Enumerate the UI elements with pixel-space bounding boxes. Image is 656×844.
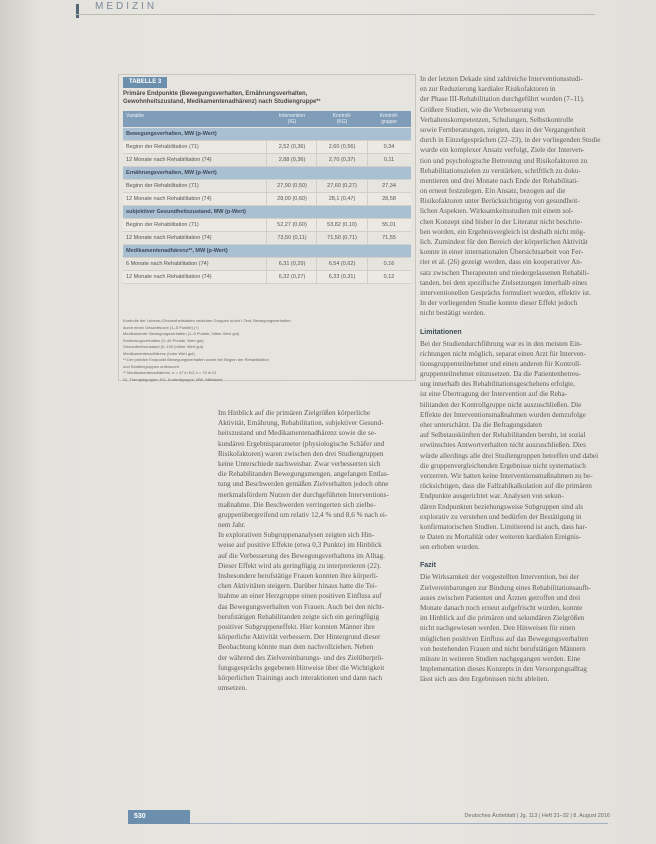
text-line: umsetzen. — [218, 684, 247, 693]
table-cell: 73,50 (0,11) — [277, 235, 307, 241]
text-line: Dieser Effekt wird als geringfügig zu interpretieren (22). — [218, 561, 382, 570]
table-cell: 27,90 (0,50) — [277, 183, 307, 189]
text-line: die Rehabilitanden Bewegungsmengen, angefangen Entlas- — [218, 470, 390, 479]
text-line: satz zwischen Therapeuten und niedergelassenen Rehabili- — [420, 268, 590, 277]
text-line: chen Aktivitäten steigern. Darüber hinaus hatte die Tei- — [218, 582, 378, 591]
cell-divider — [316, 232, 317, 244]
table-cell: Beginn der Rehabilitation (71) — [126, 222, 199, 228]
table-cell: 2,88 (0,36) — [278, 157, 306, 163]
journal-citation: Deutsches Ärzteblatt | Jg. 113 | Heft 31–32 | 8. August 2016 — [464, 813, 610, 819]
text-line: bilitanden der Kontrollgruppe nicht auszuschließen. Die — [420, 400, 582, 409]
table-cell: 71,55 — [382, 235, 396, 241]
table-row — [123, 271, 411, 284]
text-line: lichen Aspekten. Wirksamkeitsstudien mit einem sol- — [420, 207, 574, 216]
text-line: möglichen positiven Einfluss auf das Bewegungsverhalten — [420, 634, 589, 643]
text-line: Aktivität, Ernährung, Rehabilitation, subjektiver Gesund- — [218, 419, 384, 428]
text-line: Beobachtung könnte man dem nachvollziehen. Neben — [218, 643, 374, 652]
text-line: durch in Einzelgesprächen (22–23), in der vorliegenden Studie — [420, 136, 601, 145]
text-line: heitszustand und Medikamentenadhärenz sowie die se- — [218, 429, 377, 438]
table-cell: Beginn der Rehabilitation (71) — [126, 183, 199, 189]
cell-divider — [316, 180, 317, 192]
cell-divider — [367, 180, 368, 192]
text-line: Bei der Studiendurchführung war es in den meisten Ein- — [420, 339, 583, 348]
text-line: mentieren und drei Monate nach Ende der Rehabilitati- — [420, 176, 579, 185]
text-line: körperliche Aktivität verbessern. Der Hintergrund dieser — [218, 633, 381, 642]
conclusion-heading: Fazit — [420, 562, 436, 570]
table-cell: 0,11 — [383, 157, 395, 163]
table-title-line: Primäre Endpunkte (Bewegungsverhalten, Ernährungsverhalten, — [123, 91, 308, 97]
header-rule — [75, 14, 595, 15]
text-line: im Hinblick auf die primären und sekundären Zielgrößen — [420, 614, 585, 623]
table-cell: subjektiver Gesundheitszustand, MW (p-Wert) — [126, 209, 246, 215]
text-line: Die Wirksamkeit der vorgestellten Intervention, bei der — [420, 573, 579, 582]
column-header: Variable — [126, 113, 144, 119]
cell-divider — [266, 271, 267, 283]
table-title-line: Gewohnheitszustand, Medikamentenadhärenz) nach Studiengruppe*¹ — [123, 99, 321, 105]
table-cell: 0,34 — [383, 144, 395, 150]
intro-paragraph — [420, 74, 606, 319]
table-title — [123, 90, 409, 106]
cell-divider — [266, 141, 267, 153]
text-line: gruppenübergreifend um relativ 12,4 % und 8,6 % nach ei- — [218, 510, 388, 519]
footer-rule — [190, 823, 608, 824]
text-line: ung innerhalb des Rehabilitationsgeschehens erfolgte, — [420, 380, 576, 389]
table-cell: 71,50 (0,71) — [327, 235, 357, 241]
text-line: weise auf positive Effekte (etwa 0,3 Punkte) im Hinblick — [218, 541, 382, 550]
cell-divider — [266, 258, 267, 270]
table-cell: 28,00 (0,60) — [277, 196, 307, 202]
text-line: lässt sich aus den Ergebnissen nicht ableiten. — [420, 675, 550, 684]
text-line: te Daten zu Mortalität oder weiteren kardialen Ereignis- — [420, 533, 582, 542]
table-cell: 52,27 (0,60) — [277, 222, 307, 228]
table-cell: Medikamentenadhärenz*², MW (p-Wert) — [126, 248, 228, 254]
text-line: Risikofaktoren) waren zwischen den drei Studiengruppen — [218, 449, 384, 458]
cell-divider — [367, 219, 368, 231]
conclusion-paragraph — [420, 572, 606, 684]
cell-divider — [367, 258, 368, 270]
text-line: Insbesondere berufstätige Frauen konnten ihre körperli- — [218, 572, 379, 580]
table-footnote: *² Medikamentenadhärenz, n = 47 in KG n = 75 in IG — [123, 370, 217, 375]
text-line: sen erhoben wurden. — [420, 543, 480, 552]
table-cell: Ernährungsverhalten, MW (p-Wert) — [126, 170, 217, 176]
table-cell: 6,32 (0,27) — [278, 274, 306, 280]
cell-divider — [367, 141, 368, 153]
text-line: konfirmatorischen Studien. Limitierend ist auch, dass har- — [420, 522, 588, 531]
table-cell: 0,16 — [383, 261, 395, 267]
column-header: Kontroll- gruppe — [379, 113, 399, 125]
cell-divider — [316, 193, 317, 205]
table-footnotes — [123, 318, 411, 383]
text-line: Größere Studien, wie die Verbesserung von — [420, 105, 545, 114]
text-line: die gruppenvergleichenden Ergebnisse nicht systematisch — [420, 461, 586, 470]
table-cell: 6,33 (0,31) — [328, 274, 356, 280]
table-cell: 6,54 (0,62) — [328, 261, 356, 267]
table-cell: 6,31 (0,29) — [278, 261, 306, 267]
text-line: In der vorliegenden Studie konnte dieser Effekt jedoch — [420, 299, 578, 308]
table-footnote: durch einen Gesamtscore (1–5 Punkte) (↑) — [123, 324, 199, 330]
text-line: das Bewegungsverhalten von Frauen. Auch bei den nicht- — [218, 602, 385, 611]
text-line: konnte in einer internationalen Übersichtsarbeit von Fer- — [420, 248, 584, 257]
table-row — [123, 180, 411, 193]
table-cell: 2,60 (0,56) — [328, 144, 356, 150]
table-section-row — [123, 167, 411, 180]
cell-divider — [316, 258, 317, 270]
table-cell: 12 Monate nach Rehabilitation (74) — [126, 274, 212, 280]
text-line: rücksichtigen, dass die Fallzahlkalkulation auf die primären — [420, 482, 592, 491]
text-line: der Phase III-Rehabilitation durchgeführt worden (7–11). — [420, 95, 585, 104]
table-row — [123, 193, 411, 206]
column-header: Intervention (IG) — [278, 113, 306, 125]
text-line: on erneut festzulegen. Ein Ansatz, bezogen auf die — [420, 187, 566, 196]
text-line: der während des Zielvereinbarungs- und des Zielüberprü- — [218, 653, 384, 662]
text-line: Im Hinblick auf die primären Zielgrößen körperliche — [218, 409, 371, 417]
text-line: tionsgruppenteilnehmer und einen anderen für Kontroll- — [420, 359, 582, 368]
table-cell: Beginn der Rehabilitation (71) — [126, 144, 199, 150]
text-line: explorativ zu verstehen und bedürfen der Bestätigung in — [420, 512, 582, 521]
page-number: 530 — [128, 810, 190, 824]
cell-divider — [316, 154, 317, 166]
text-line: Endpunkte ausgerichtet war. Analysen von sekun- — [420, 492, 564, 501]
right-text-column — [420, 74, 606, 685]
table-cell: 6 Monate nach Rehabilitation (74) — [126, 261, 209, 267]
table-cell: 12 Monate nach Rehabilitation (74) — [126, 157, 212, 163]
table-footnote: Kontrolle der Lebens-/Gesundheitsdaten zwischen Gruppen durch t-Test; Bewegungsverhalten — [123, 318, 291, 323]
cell-divider — [367, 193, 368, 205]
text-line: tion und psychologische Betreuung und Risikofaktoren zu — [420, 156, 588, 165]
table-cell: 0,12 — [383, 274, 395, 280]
text-line: maßnahme. Die Beschwerden verringerten sich zielbe- — [218, 500, 376, 509]
table-footnote: Medikamente: Bewegungsverhalten (1–5 Punkte, höher Wert gut) — [123, 331, 240, 336]
table-row — [123, 232, 411, 245]
table-cell: 28,58 — [382, 196, 396, 202]
text-line: Effekte der Interventionsmaßnahmen wurden demzufolge — [420, 410, 586, 419]
text-line: sowie Fernberatungen, zeigten, dass in der Vergangenheit — [420, 125, 586, 134]
text-line: tung und Beschwerden gemäßen Zielverhalten jedoch ohne — [218, 480, 389, 489]
text-line: tanden, bei dem spezifische Zielsetzungen innerhalb eines — [420, 278, 588, 287]
table-row — [123, 154, 411, 167]
table-cell: 27,34 — [382, 183, 396, 189]
table-cell: 2,52 (0,36) — [278, 144, 306, 150]
table-label: TABELLE 3 — [123, 77, 167, 88]
table-cell: 28,1 (0,47) — [328, 196, 356, 202]
text-line: auf Selbstauskünften der Rehabilitanden beruht, ist sozial — [420, 431, 586, 440]
text-line: In explorativen Subgruppenanalysen zeigten sich Hin- — [218, 531, 375, 540]
section-marker — [76, 4, 79, 18]
cell-divider — [316, 219, 317, 231]
text-line: wurde ein komplexer Ansatz verfolgt, Ziele der Interven- — [420, 146, 585, 155]
table-footnote: Ernährungsverhalten (0–45 Punkte, Wert gut) — [123, 337, 204, 343]
text-line: körperlichen Trainings auch interaktionen und dann nach — [218, 673, 383, 682]
text-line: positiver Subgruppeneffekt. Hier konnten Männer ihre — [218, 622, 375, 631]
limitations-paragraph — [420, 339, 606, 553]
table-row — [123, 219, 411, 232]
table-cell: 12 Monate nach Rehabilitation (74) — [126, 196, 212, 202]
text-line: Zielvereinbarungen zur Bindung eines Rehabilitationsaufb- — [420, 583, 591, 592]
table-footnote: Gesundheitszustand (0–100 (höher Wert gut) — [123, 344, 204, 349]
text-line: chen Konzept sind bisher in der Literatur nicht beschrie- — [420, 217, 583, 226]
text-line: lich. Zumindest für den Bereich der körperlichen Aktivität — [420, 238, 588, 246]
limitations-heading: Limitationen — [420, 328, 462, 336]
table-footnote: *¹ Der primäre Endpunkt Bewegungsverhalten wurde bei Beginn der Rehabilitation — [123, 357, 269, 362]
cell-divider — [266, 180, 267, 192]
cell-divider — [316, 141, 317, 153]
table-section-row — [123, 245, 411, 258]
text-line: en zur Reduzierung kardialer Risikofaktoren in — [420, 85, 556, 94]
text-line: In der letzten Dekade sind zahlreiche Interventionsstudi- — [420, 75, 583, 83]
text-line: nicht bestätigt werden. — [420, 309, 486, 318]
table-cell: 55,01 — [382, 222, 396, 228]
text-line: merkmalsfördern Nutzen der durchgeführten Interventions- — [218, 490, 389, 499]
text-line: verzerren. Wir hatten keine Interventionsmaßnahmen zu be- — [420, 471, 593, 480]
table-cell: 12 Monate nach Rehabilitation (74) — [126, 235, 212, 241]
text-line: Implementation dieses Konzepts in den Versorgungsalltag — [420, 665, 587, 674]
cell-divider — [266, 219, 267, 231]
text-line: berufstätigen Rehabilitanden zeigte sich ein geringfügig — [218, 612, 380, 621]
table-cell: Bewegungsverhalten, MW (p-Wert) — [126, 131, 217, 137]
table-footnote: IG, Therapiegruppe; KG, Kontrollgruppe; MW, Mittelwert — [123, 376, 223, 382]
text-line: würde allerdings alle drei Studiengruppen betreffen und dabei — [420, 451, 599, 460]
table-cell: 2,70 (0,37) — [328, 157, 356, 163]
table-row — [123, 258, 411, 271]
text-line: auses zwischen Patienten und Ärzten getroffen und drei — [420, 593, 581, 602]
text-line: interventionellen Gesprächs formuliert wurden, effektiv ist. — [420, 288, 591, 297]
text-line: gruppenteilnehmer einzusetzen. Da die Patientenbetreu- — [420, 370, 582, 379]
text-line: ist eine Übertragung der Intervention auf die Reha- — [420, 390, 568, 399]
text-line: Verhaltenskompetenzen, Schulungen, Selbstkontrolle — [420, 115, 574, 124]
text-line: nem Jahr. — [218, 521, 246, 530]
text-line: nicht nachgewiesen werden. Den Hinweisen für einen — [420, 624, 576, 633]
cell-divider — [266, 193, 267, 205]
text-line: Monate danach noch erneut aufgefrischt wurden, konnte — [420, 604, 583, 612]
results-table — [118, 74, 416, 381]
table-cell: 53,82 (0,10) — [327, 222, 357, 228]
table-section-row — [123, 206, 411, 219]
text-line: von bestehenden Frauen und nicht berufstätigen Männern — [420, 644, 586, 653]
table-section-row — [123, 128, 411, 141]
cell-divider — [266, 154, 267, 166]
cell-divider — [367, 271, 368, 283]
text-line: erwünschtes Antwortverhalten nicht auszuschließen. Dies — [420, 441, 586, 450]
cell-divider — [367, 154, 368, 166]
text-line: richtungen nicht möglich, separat einen Arzt für Interven- — [420, 349, 587, 358]
text-line: fungsgesprächs gegebenen Hinweise über die Wichtigkeit — [218, 663, 385, 672]
text-line: müsste in weiteren Studien nachgegangen werden. Eine — [420, 654, 581, 663]
text-line: Rehabilitationszielen zu verstärken, schriftlich zu doku- — [420, 166, 581, 175]
text-line: Risikofaktoren unter Berücksichtigung von gesundheit- — [420, 197, 580, 206]
left-text-column — [218, 408, 408, 693]
cell-divider — [316, 271, 317, 283]
table-cell: 27,60 (0,27) — [327, 183, 357, 189]
text-line: ben worden, ein Ergebnisvergleich ist deshalb nicht mög- — [420, 227, 586, 236]
column-header: Kontroll- (KG) — [332, 113, 352, 125]
table-footnote: und Studiengruppen untersucht — [123, 363, 179, 369]
text-line: kundären Ergebnisparameter (physiologische Schäfer und — [218, 439, 385, 448]
table-body — [123, 128, 411, 284]
text-line: dären Endpunkten beziehungsweise Subgruppen sind als — [420, 502, 584, 511]
cell-divider — [266, 232, 267, 244]
running-head: MEDIZIN — [95, 1, 158, 12]
text-line: eher unterschätzt. Da die Befragungsdaten — [420, 421, 542, 429]
text-line: lnahme an einer Herzgruppe einen positiven Einfluss auf — [218, 592, 382, 601]
table-column-header — [123, 111, 411, 127]
text-line: keine Unterschiede nachweisbar. Zwar verbesserten sich — [218, 459, 381, 468]
cell-divider — [367, 232, 368, 244]
text-line: rier et al. (26) gezeigt werden, dass ein kooperativer An- — [420, 258, 583, 267]
text-line: auf die Verbesserung des Bewegungsverhaltens im Alltag. — [218, 551, 385, 560]
table-row — [123, 141, 411, 154]
table-footnote: Medikamentenadhärenz (hohe Wert gut) — [123, 350, 195, 356]
